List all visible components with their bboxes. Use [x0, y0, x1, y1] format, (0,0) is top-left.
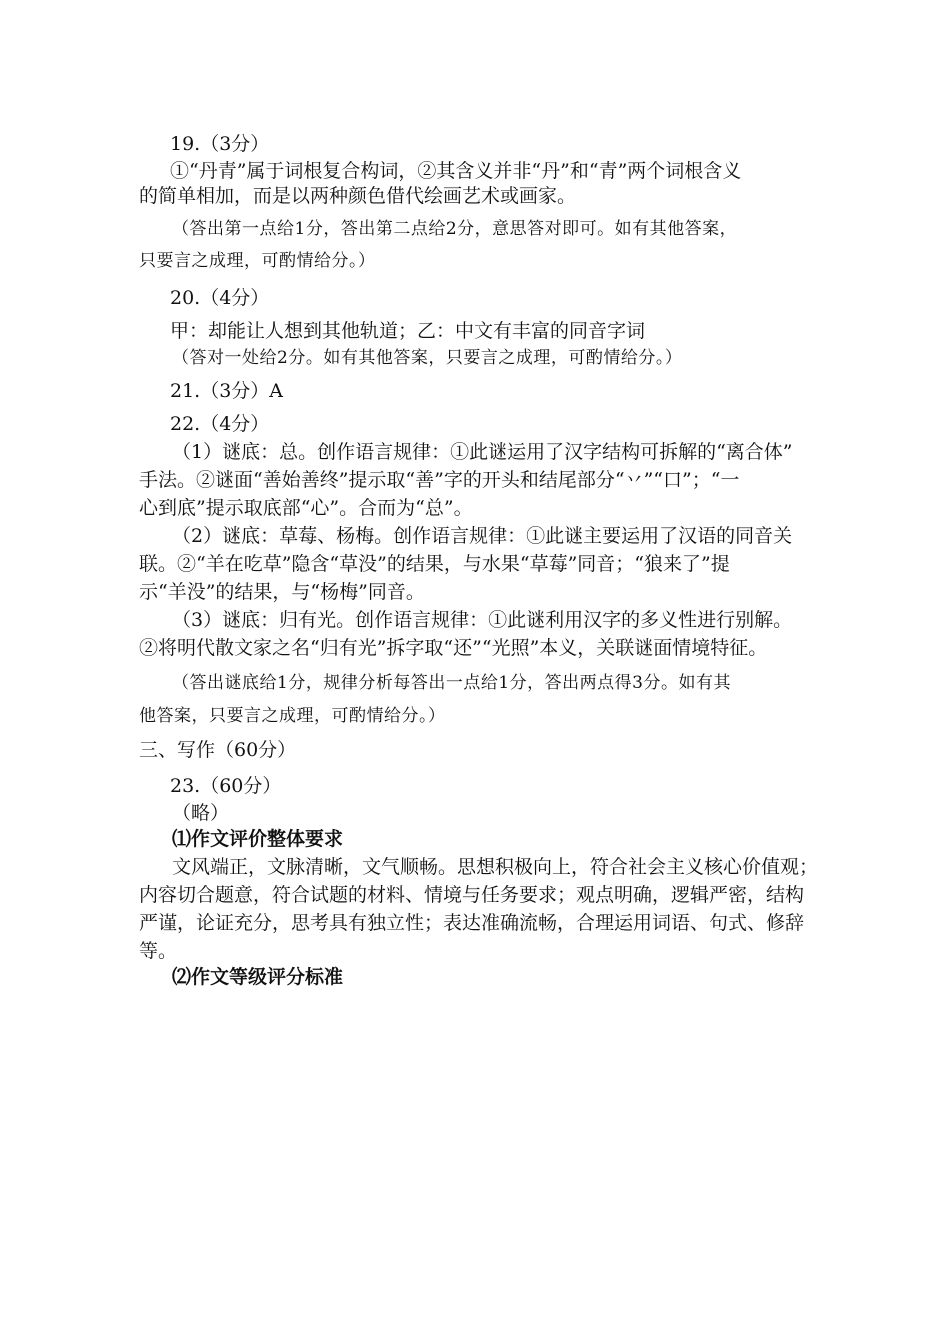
section3-heading: 三、写作（60分） [139, 739, 297, 761]
q22-part1-line1: （1）谜底：总。创作语言规律：①此谜运用了汉字结构可拆解的“离合体” [172, 441, 793, 463]
q23-omitted: （略） [172, 802, 230, 824]
q20-answer-line1: 甲：却能让人想到其他轨道；乙：中文有丰富的同音字词 [170, 320, 646, 342]
q21-heading: 21.（3分）A [170, 380, 284, 402]
q23-requirements-line3: 严谨，论证充分，思考具有独立性；表达准确流畅，合理运用词语、句式、修辞 [139, 912, 805, 934]
q22-part1-line2: 手法。②谜面“善始善终”提示取“善”字的开头和结尾部分“丷”“口”；“一 [139, 469, 740, 491]
q19-answer-line1: ①“丹青”属于词根复合构词，②其含义并非“丹”和“青”两个词根含义 [170, 160, 742, 182]
q23-requirements-line2: 内容切合题意，符合试题的材料、情境与任务要求；观点明确，逻辑严密，结构 [139, 884, 805, 906]
q20-scoring-note: （答对一处给2分。如有其他答案，只要言之成理，可酌情给分。） [172, 348, 683, 368]
q22-part2-line2: 联。②“羊在吃草”隐含“草没”的结果，与水果“草莓”同音；“狼来了”提 [139, 553, 730, 575]
q22-scoring-note-line1: （答出谜底给1分，规律分析每答出一点给1分，答出两点得3分。如有其 [172, 673, 731, 693]
q23-heading: 23.（60分） [170, 775, 282, 797]
q22-scoring-note-line2: 他答案，只要言之成理，可酌情给分。） [139, 706, 446, 726]
q22-part2-line1: （2）谜底：草莓、杨梅。创作语言规律：①此谜主要运用了汉语的同音关 [172, 525, 793, 547]
q22-part2-line3: 示“羊没”的结果，与“杨梅”同音。 [139, 581, 425, 603]
q22-heading: 22.（4分） [170, 413, 270, 435]
q23-requirements-line4: 等。 [139, 940, 178, 962]
q20-heading: 20.（4分） [170, 287, 270, 309]
q19-scoring-note-line2: 只要言之成理，可酌情给分。） [139, 251, 376, 271]
q23-grading-standards-heading: ⑵作文等级评分标准 [172, 966, 344, 988]
q23-requirements-heading: ⑴作文评价整体要求 [172, 828, 344, 850]
q22-part3-line2: ②将明代散文家之名“归有光”拆字取“还”“光照”本义，关联谜面情境特征。 [139, 637, 768, 659]
q22-part1-line3: 心到底”提示取底部“心”。合而为“总”。 [139, 497, 473, 519]
q23-requirements-line1: 文风端正，文脉清晰，文气顺畅。思想积极向上，符合社会主义核心价值观； [172, 856, 819, 878]
q19-answer-line2: 的简单相加，而是以两种颜色借代绘画艺术或画家。 [139, 185, 577, 207]
q22-part3-line1: （3）谜底：归有光。创作语言规律：①此谜利用汉字的多义性进行别解。 [172, 609, 793, 631]
q19-scoring-note-line1: （答出第一点给1分，答出第二点给2分，意思答对即可。如有其他答案， [172, 219, 738, 239]
q19-heading: 19.（3分） [170, 133, 270, 155]
